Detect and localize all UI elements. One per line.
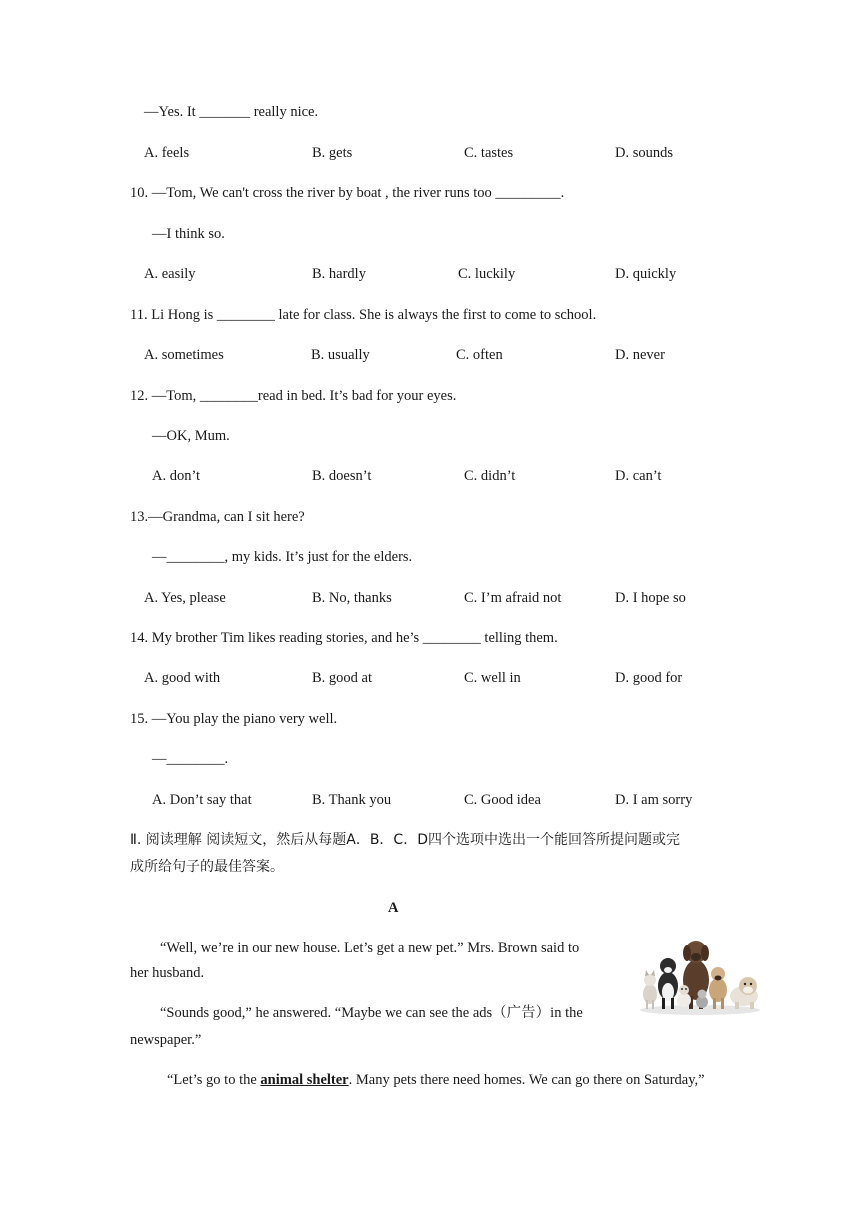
q9-reply: —Yes. It _______ really nice. xyxy=(144,104,319,120)
q14-option-a: A. good with xyxy=(144,670,221,686)
pets-illustration xyxy=(636,936,764,1016)
cat-figure-left xyxy=(643,970,657,1009)
para1-line1: “Well, we’re in our new house. Let’s get a new pet.” Mrs. Brown said to xyxy=(160,940,580,956)
q10-option-b: B. hardly xyxy=(312,266,366,282)
q15-option-a: A. Don’t say that xyxy=(152,792,252,808)
section-heading-line1: Ⅱ. 阅读理解 阅读短文，然后从每题A．B．C．D四个选项中选出一个能回答所提问题或完 xyxy=(130,832,680,848)
para3-text-after: . Many pets there need homes. We can go there on Saturday,” xyxy=(348,1072,705,1088)
q9-option-d: D. sounds xyxy=(615,145,674,161)
para3-line1 xyxy=(167,1071,705,1089)
para2-line2: newspaper.” xyxy=(130,1032,202,1048)
q12-reply: —OK, Mum. xyxy=(152,428,230,444)
section-heading-line2: 成所给句子的最佳答案。 xyxy=(130,859,284,875)
q9-option-a: A. feels xyxy=(144,145,190,161)
q12-stem: 12. —Tom, ________read in bed. It’s bad for your eyes. xyxy=(130,388,457,404)
q10-option-a: A. easily xyxy=(144,266,196,282)
q10-stem: 10. —Tom, We can't cross the river by boat , the river runs too _________. xyxy=(130,185,565,201)
q14-option-c: C. well in xyxy=(464,670,521,686)
q15-option-c: C. Good idea xyxy=(464,792,541,808)
q13-option-a: A. Yes, please xyxy=(144,590,226,606)
q13-option-c: C. I’m afraid not xyxy=(464,590,562,606)
q10-reply: —I think so. xyxy=(152,226,225,242)
q11-option-d: D. never xyxy=(615,347,665,363)
q11-option-a: A. sometimes xyxy=(144,347,224,363)
q15-option-b: B. Thank you xyxy=(312,792,392,808)
q12-option-b: B. doesn’t xyxy=(312,468,372,484)
q14-option-b: B. good at xyxy=(312,670,373,686)
para1-line2: her husband. xyxy=(130,965,205,981)
q12-option-a: A. don’t xyxy=(152,468,201,484)
q13-reply: —________, my kids. It’s just for the elders. xyxy=(152,549,413,565)
q11-stem: 11. Li Hong is ________ late for class. She is always the first to come to school. xyxy=(130,307,597,323)
q13-stem: 13.—Grandma, can I sit here? xyxy=(130,509,305,525)
q13-option-b: B. No, thanks xyxy=(312,590,392,606)
q10-option-d: D. quickly xyxy=(615,266,677,282)
dog-figure-tan xyxy=(709,967,727,1009)
bulldog-figure xyxy=(730,977,758,1009)
q11-option-c: C. often xyxy=(456,347,503,363)
q11-option-b: B. usually xyxy=(311,347,370,363)
q15-option-d: D. I am sorry xyxy=(615,792,693,808)
q15-stem: 15. —You play the piano very well. xyxy=(130,711,338,727)
q14-stem: 14. My brother Tim likes reading stories, and he’s ________ telling them. xyxy=(130,630,558,646)
para3-text-before: “Let’s go to the xyxy=(167,1072,261,1088)
dog-figure-black-white xyxy=(658,958,678,1009)
animal-shelter-term: animal shelter xyxy=(260,1072,349,1088)
passage-title: A xyxy=(388,900,399,916)
q9-option-c: C. tastes xyxy=(464,145,514,161)
q10-option-c: C. luckily xyxy=(458,266,516,282)
q15-reply: —________. xyxy=(152,751,229,767)
q12-option-d: D. can’t xyxy=(615,468,662,484)
q12-option-c: C. didn’t xyxy=(464,468,516,484)
q9-option-b: B. gets xyxy=(312,145,353,161)
q14-option-d: D. good for xyxy=(615,670,683,686)
q13-option-d: D. I hope so xyxy=(615,590,686,606)
para2-line1: “Sounds good,” he answered. “Maybe we can see the ads（广告）in the xyxy=(160,1005,583,1021)
